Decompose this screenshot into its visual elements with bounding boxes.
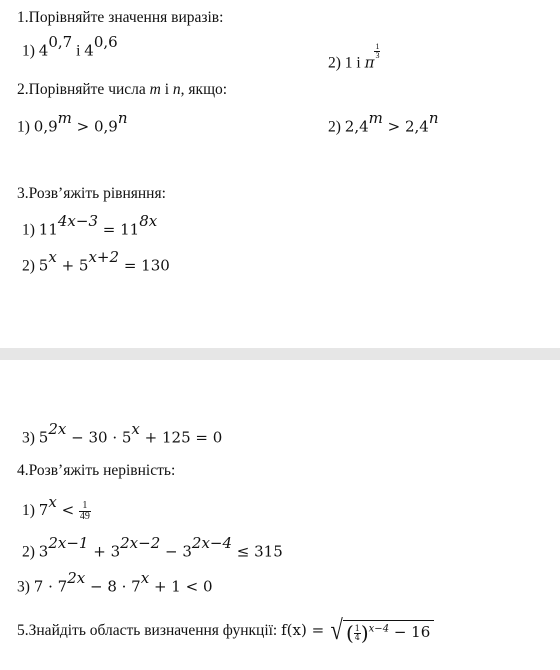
task4-heading: 4.Розв’яжіть нерівність: [17,462,176,479]
task1-item-2 [328,43,380,71]
conjunction: і [72,42,85,60]
exponent: x [48,492,57,511]
task3-item-1 [22,212,158,239]
conjunction: і [160,81,173,98]
expr-base: 11 [120,220,140,239]
item-number: 2) [328,118,345,136]
task2-item-2 [328,109,439,136]
operator: − [160,542,183,561]
expr-base: 5 [78,256,89,275]
exponent: n [117,109,128,127]
expr-base: 11 [38,220,58,239]
exponent: 2x−4 [191,534,233,552]
task2-item-1 [17,109,128,136]
exponent: x [48,248,57,266]
task1-item-1 [22,33,118,60]
expression-middle: − 30 · 5 [66,428,132,447]
exponent: 2x [67,569,86,587]
expr-base: 0,9 [33,117,58,136]
fraction-numerator: 1 [375,42,380,51]
right-hand-side: + 1 < 0 [149,577,213,596]
task4-item-2 [22,534,283,561]
exponent: n [428,109,439,127]
item-number: 1) [22,221,39,239]
item-number: 3) [17,578,34,596]
exponent: 8x [139,212,158,230]
exponent: x [131,420,140,438]
task1-heading: 1.Порівняйте значення виразів: [17,9,224,26]
expression-middle: − 8 · 7 [85,577,141,596]
operator: + [56,256,79,275]
expr-base: 5 [38,428,49,447]
fraction-exponent [374,43,380,60]
pi-symbol: π [364,53,375,72]
task3-item-2 [22,248,170,275]
expr-base: 7 [38,501,49,520]
page-2 [0,360,560,670]
item-number: 2) [22,257,39,275]
exponent: 2x−2 [120,534,161,552]
task3-item-3 [22,420,223,447]
page-separator [0,348,560,360]
expr-base: 2,4 [344,117,369,136]
item-number: 1) [17,118,34,136]
expr-base: 4 [84,41,94,60]
task4-item-1 [22,492,91,522]
item-number: 1) [22,502,39,520]
variable-n: n [172,81,181,98]
expr-base: 2,4 [405,117,429,136]
exponent: 2x−1 [48,534,89,552]
heading-text: , якщо: [180,81,228,98]
fraction-numerator: 1 [79,501,91,512]
exponent: x [140,569,150,587]
exponent: m [57,109,72,127]
item-number: 2) 1 і [328,54,365,72]
fraction [79,501,91,522]
radicand: ( $\frac{1}{4}$ )$^{x-4}$ − 16 [343,620,434,643]
square-root [329,615,434,646]
expr-base: 3 [182,542,192,561]
variable-m: m [149,81,161,98]
exponent: m [368,109,383,127]
fraction-numerator: 1 [354,623,360,633]
task4-item-3 [17,569,213,596]
fraction-denominator: 4 [354,632,360,642]
radicand-tail: − 16 [389,623,431,641]
relation: < [56,501,79,520]
exponent: x−4 [368,623,390,635]
relation: > [71,117,94,136]
relation: = [98,220,121,239]
item-number: 1) [22,42,39,60]
expr-base: 0,9 [94,117,118,136]
task2-heading [17,82,227,98]
exponent: 0,7 [48,33,73,51]
right-hand-side: = 130 [119,256,170,275]
right-hand-side: ≤ 315 [232,542,283,561]
right-hand-side: + 125 = 0 [139,428,223,447]
fraction [354,625,361,642]
relation: > [382,117,405,136]
expression-lead: 7 · 7 [33,577,68,596]
task3-heading: 3.Розв’яжіть рівняння: [17,185,166,202]
item-number: 3) [22,429,39,447]
exponent: 4x−3 [57,212,99,230]
function-lhs: f(x) = [281,621,329,640]
expr-base: 5 [38,256,49,275]
expr-base: 4 [38,41,49,60]
exponent: 2x [48,420,67,438]
item-number: 2) [22,543,39,561]
heading-text: 2.Порівняйте числа [17,81,150,98]
expr-base: 3 [38,542,49,561]
radical-sign: √ [330,615,343,646]
heading-text: 5.Знайдіть область визначення функції: [17,622,282,640]
expr-base: 3 [110,542,121,561]
fraction-denominator: 49 [79,511,90,522]
exponent: 0,6 [93,33,118,51]
fraction-denominator: 3 [375,51,380,60]
exponent: x+2 [88,248,120,266]
operator: + [88,542,111,561]
task5-heading [17,615,434,646]
